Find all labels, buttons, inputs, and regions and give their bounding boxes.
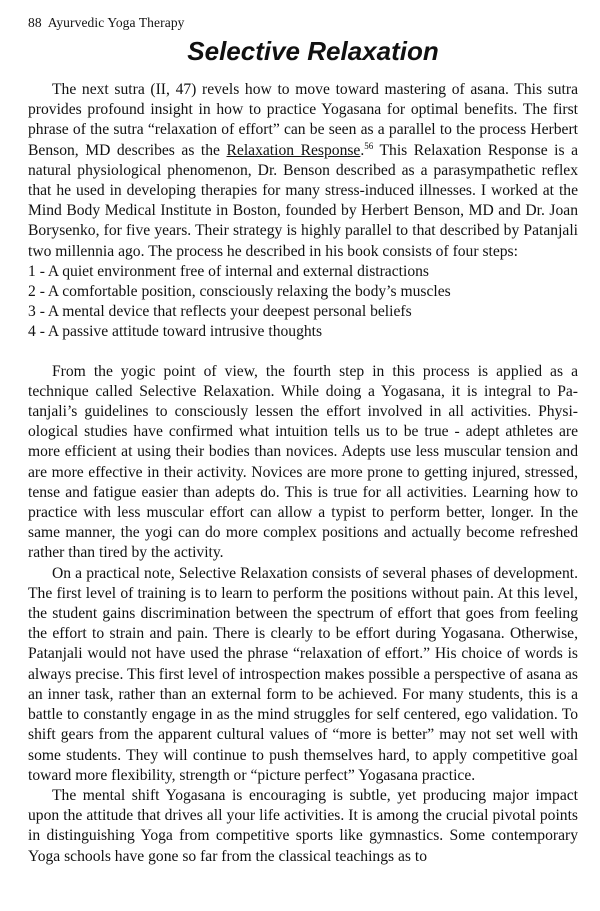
footnote-marker: 56 — [364, 140, 374, 151]
paragraph-yogic-view: From the yogic point of view, the fourth step in this process is applied as a technique called Selective Relaxation. While doing a Yogasana, it is integral to Patanjali’s guidelines to consciously lessen the effort involved in all activities. Physiological studies have confirmed what intuition tells us to be true - adept athletes are more efficient at using their bodies than novices. Adepts use less muscular tension and are more effective in their activity. Novices are more prone to getting injured, stressed, tense and fatigue easier than adepts do. This is true for all activities. Learning how to practice with less muscular effort can allow a typist to perform better, longer. In the same manner, the yogi can do more complex positions and actually become refreshed rather than tired by the activity. — [28, 362, 578, 562]
paragraph-intro-before: The next sutra (II, 47) revels how to move toward mastering of asana. This sutra provides profound insight in how to practice Yogasana for optimal benefits. The first phrase of the sutra “relaxation of effort” can be seen as a parallel to the process Herbert Benson, MD describes as the — [28, 81, 578, 159]
list-item: 3 - A mental device that reflects your deepest personal beliefs — [28, 303, 412, 321]
section-title: Selective Relaxation — [187, 36, 439, 66]
paragraph-mental-shift: The mental shift Yogasana is encouraging is subtle, yet producing major impact upon the attitude that drives all your life activities. It is among the crucial pivotal points in distinguishing Yoga from competitive sports like gymnastics. Some contemporary Yoga schools have gone so far from the classical teachings as to — [28, 786, 578, 865]
body-text — [28, 80, 578, 867]
paragraph-intro: The next sutra (II, 47) revels how to move toward mastering of asana. This sutra provides profound insight in how to practice Yogasana for optimal benefits. The first phrase of the sutra “relaxation of effort” can be seen as a parallel to the process Herbert Benson, MD describes as the Relaxation Response.$^{56}$ This Relaxation Response is a natural physiological phenomenon, Dr. Benson described as a parasympathetic reflex that he used in developing therapies for many stress-induced illnesses. I worked at the Mind Body Medical Institute in Boston, founded by Herbert Benson, MD and Dr. Joan Borysenko, for five years. Their strategy is highly parallel to that described by Patanjali two millennia ago. The process he described in his book consists of four steps: — [28, 81, 578, 260]
list-item: 4 - A passive attitude toward intrusive thoughts — [28, 323, 323, 341]
steps-list — [28, 262, 578, 343]
relaxation-response-reference: Relaxation Response — [226, 141, 361, 159]
list-item: 1 - A quiet environment free of internal and external distractions — [28, 262, 429, 280]
running-title: Ayurvedic Yoga Therapy — [47, 15, 185, 30]
page-number: 88 — [28, 15, 42, 30]
paragraph-practical-note: On a practical note, Selective Relaxation consists of several phases of development. The first level of training is to learn to perform the positions without pain. At this level, the student gains discrimination between the spectrum of effort that goes from feeling the effort to strain and pain. There is clearly to be effort during Yogasana. Otherwise, Patanjali would not have used the phrase “relaxation of effort.” His choice of words is always precise. This first level of introspection makes possible a perspective of asana as an inner task, rather than an external form to be achieved. For many students, this is a battle to constantly engage in as the mind struggles for self centered, ego validation. To shift gears from the apparent cultural values of “more is better” may not set well with some students. They will continue to push themselves hard, to apply competitive goal toward more flexibility, strength or “picture perfect” Yogasana practice. — [28, 564, 578, 784]
paragraph-intro-after: This Relaxation Response is a natural physiological phenomenon, Dr. Benson described as a parasympathetic reflex that he used in developing therapies for many stress-induced illnesses. I worked at the Mind Body Medical Institute in Boston, founded by Herbert Benson, MD and Dr. Joan Borysenko, for five years. Their strategy is highly parallel to that described by Patanjali two millennia ago. The process he described in his book consists of four steps: — [28, 141, 578, 260]
list-item: 2 - A comfortable position, consciously relaxing the body’s muscles — [28, 283, 451, 301]
running-header — [28, 14, 578, 32]
